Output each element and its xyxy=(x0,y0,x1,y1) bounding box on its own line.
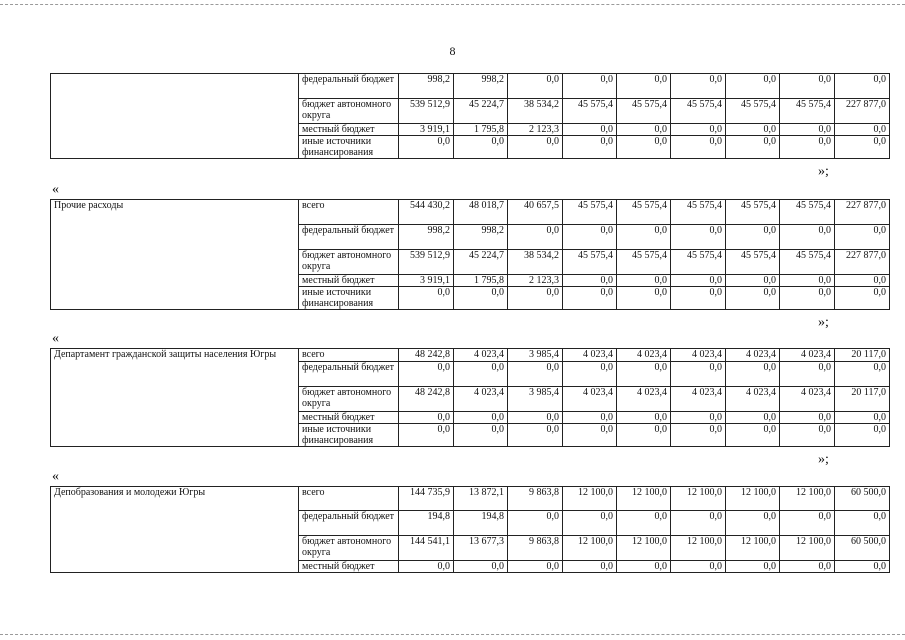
amount-cell: 0,0 xyxy=(508,511,563,536)
amount-cell: 12 100,0 xyxy=(780,487,835,511)
amount-cell: 2 123,3 xyxy=(508,124,563,136)
amount-cell: 1 795,8 xyxy=(454,124,508,136)
amount-cell: 0,0 xyxy=(399,287,454,310)
program-name: Департамент гражданской защиты населения Югры xyxy=(51,349,299,447)
amount-cell: 0,0 xyxy=(563,275,617,287)
amount-cell: 45 575,4 xyxy=(780,250,835,275)
amount-cell: 0,0 xyxy=(508,225,563,250)
amount-cell: 12 100,0 xyxy=(671,536,726,561)
amount-cell: 0,0 xyxy=(835,136,890,159)
amount-cell: 0,0 xyxy=(454,424,508,447)
closing-quote: »; xyxy=(818,452,829,467)
amount-cell: 0,0 xyxy=(508,561,563,573)
opening-quote: « xyxy=(52,469,59,484)
funding-source: иные источники финансирования xyxy=(299,136,399,159)
amount-cell: 12 100,0 xyxy=(617,536,671,561)
opening-quote: « xyxy=(52,182,59,197)
amount-cell: 539 512,9 xyxy=(399,250,454,275)
amount-cell: 0,0 xyxy=(780,511,835,536)
scan-bottom-edge xyxy=(0,634,905,635)
amount-cell: 227 877,0 xyxy=(835,200,890,225)
amount-cell: 20 117,0 xyxy=(835,387,890,412)
amount-cell: 0,0 xyxy=(835,511,890,536)
amount-cell: 2 123,3 xyxy=(508,275,563,287)
amount-cell: 544 430,2 xyxy=(399,200,454,225)
amount-cell: 0,0 xyxy=(780,424,835,447)
amount-cell: 0,0 xyxy=(617,412,671,424)
page-number: 8 xyxy=(449,44,456,58)
funding-source: иные источники финансирования xyxy=(299,287,399,310)
amount-cell: 0,0 xyxy=(617,424,671,447)
amount-cell: 0,0 xyxy=(508,287,563,310)
amount-cell: 0,0 xyxy=(563,74,617,99)
amount-cell: 0,0 xyxy=(726,362,780,387)
amount-cell: 0,0 xyxy=(726,424,780,447)
program-name: Прочие расходы xyxy=(51,200,299,310)
amount-cell: 48 018,7 xyxy=(454,200,508,225)
amount-cell: 0,0 xyxy=(835,287,890,310)
funding-source: федеральный бюджет xyxy=(299,362,399,387)
amount-cell: 0,0 xyxy=(508,424,563,447)
funding-source: бюджет автономного округа xyxy=(299,99,399,124)
amount-cell: 0,0 xyxy=(780,287,835,310)
amount-cell: 45 575,4 xyxy=(671,99,726,124)
amount-cell: 227 877,0 xyxy=(835,250,890,275)
amount-cell: 998,2 xyxy=(454,225,508,250)
amount-cell: 45 575,4 xyxy=(617,99,671,124)
funding-source: местный бюджет xyxy=(299,124,399,136)
amount-cell: 0,0 xyxy=(454,412,508,424)
table-row xyxy=(51,200,890,225)
amount-cell: 0,0 xyxy=(399,561,454,573)
amount-cell: 194,8 xyxy=(399,511,454,536)
amount-cell: 0,0 xyxy=(671,225,726,250)
amount-cell: 12 100,0 xyxy=(726,487,780,511)
amount-cell: 0,0 xyxy=(835,362,890,387)
amount-cell: 227 877,0 xyxy=(835,99,890,124)
amount-cell: 0,0 xyxy=(671,124,726,136)
amount-cell: 0,0 xyxy=(563,362,617,387)
amount-cell: 0,0 xyxy=(508,74,563,99)
program-name: Депобразования и молодежи Югры xyxy=(51,487,299,573)
amount-cell: 0,0 xyxy=(726,225,780,250)
amount-cell: 998,2 xyxy=(454,74,508,99)
amount-cell: 0,0 xyxy=(563,412,617,424)
amount-cell: 9 863,8 xyxy=(508,487,563,511)
amount-cell: 45 575,4 xyxy=(780,200,835,225)
amount-cell: 9 863,8 xyxy=(508,536,563,561)
amount-cell: 45 575,4 xyxy=(563,99,617,124)
amount-cell: 4 023,4 xyxy=(617,349,671,362)
amount-cell: 0,0 xyxy=(780,225,835,250)
amount-cell: 144 541,1 xyxy=(399,536,454,561)
amount-cell: 4 023,4 xyxy=(671,349,726,362)
amount-cell: 0,0 xyxy=(835,412,890,424)
amount-cell: 45 575,4 xyxy=(726,250,780,275)
amount-cell: 0,0 xyxy=(508,362,563,387)
amount-cell: 12 100,0 xyxy=(563,487,617,511)
amount-cell: 0,0 xyxy=(671,424,726,447)
amount-cell: 0,0 xyxy=(617,74,671,99)
funding-source: всего xyxy=(299,487,399,511)
amount-cell: 0,0 xyxy=(617,275,671,287)
amount-cell: 0,0 xyxy=(835,424,890,447)
amount-cell: 40 657,5 xyxy=(508,200,563,225)
amount-cell: 0,0 xyxy=(454,561,508,573)
budget-table xyxy=(50,348,890,447)
funding-source: всего xyxy=(299,349,399,362)
closing-quote: »; xyxy=(818,164,829,179)
amount-cell: 0,0 xyxy=(780,124,835,136)
amount-cell: 0,0 xyxy=(508,412,563,424)
amount-cell: 0,0 xyxy=(563,287,617,310)
amount-cell: 4 023,4 xyxy=(617,387,671,412)
amount-cell: 12 100,0 xyxy=(617,487,671,511)
amount-cell: 0,0 xyxy=(563,511,617,536)
amount-cell: 0,0 xyxy=(671,561,726,573)
amount-cell: 45 224,7 xyxy=(454,99,508,124)
amount-cell: 0,0 xyxy=(617,225,671,250)
amount-cell: 38 534,2 xyxy=(508,250,563,275)
amount-cell: 0,0 xyxy=(835,275,890,287)
amount-cell: 0,0 xyxy=(780,412,835,424)
amount-cell: 4 023,4 xyxy=(726,349,780,362)
amount-cell: 45 575,4 xyxy=(563,250,617,275)
amount-cell: 0,0 xyxy=(563,225,617,250)
amount-cell: 45 575,4 xyxy=(671,250,726,275)
amount-cell: 0,0 xyxy=(671,362,726,387)
amount-cell: 4 023,4 xyxy=(726,387,780,412)
amount-cell: 0,0 xyxy=(671,412,726,424)
amount-cell: 144 735,9 xyxy=(399,487,454,511)
amount-cell: 38 534,2 xyxy=(508,99,563,124)
amount-cell: 0,0 xyxy=(780,275,835,287)
amount-cell: 0,0 xyxy=(399,412,454,424)
amount-cell: 12 100,0 xyxy=(780,536,835,561)
amount-cell: 45 575,4 xyxy=(726,99,780,124)
amount-cell: 998,2 xyxy=(399,225,454,250)
amount-cell: 0,0 xyxy=(780,362,835,387)
amount-cell: 13 872,1 xyxy=(454,487,508,511)
budget-table xyxy=(50,199,890,310)
funding-source: местный бюджет xyxy=(299,561,399,573)
amount-cell: 45 575,4 xyxy=(563,200,617,225)
funding-source: иные источники финансирования xyxy=(299,424,399,447)
amount-cell: 12 100,0 xyxy=(671,487,726,511)
amount-cell: 45 575,4 xyxy=(726,200,780,225)
amount-cell: 0,0 xyxy=(726,287,780,310)
budget-table xyxy=(50,73,890,159)
amount-cell: 4 023,4 xyxy=(454,387,508,412)
amount-cell: 45 575,4 xyxy=(617,250,671,275)
amount-cell: 3 919,1 xyxy=(399,124,454,136)
amount-cell: 60 500,0 xyxy=(835,487,890,511)
funding-source: федеральный бюджет xyxy=(299,225,399,250)
amount-cell: 45 224,7 xyxy=(454,250,508,275)
amount-cell: 0,0 xyxy=(726,511,780,536)
funding-source: местный бюджет xyxy=(299,275,399,287)
amount-cell: 45 575,4 xyxy=(617,200,671,225)
amount-cell: 0,0 xyxy=(780,74,835,99)
amount-cell: 0,0 xyxy=(454,362,508,387)
table-row xyxy=(51,74,890,99)
program-name xyxy=(51,74,299,159)
amount-cell: 0,0 xyxy=(617,136,671,159)
amount-cell: 0,0 xyxy=(780,561,835,573)
amount-cell: 0,0 xyxy=(508,136,563,159)
amount-cell: 3 985,4 xyxy=(508,349,563,362)
funding-source: федеральный бюджет xyxy=(299,74,399,99)
amount-cell: 0,0 xyxy=(563,124,617,136)
amount-cell: 998,2 xyxy=(399,74,454,99)
amount-cell: 12 100,0 xyxy=(726,536,780,561)
amount-cell: 0,0 xyxy=(399,362,454,387)
amount-cell: 1 795,8 xyxy=(454,275,508,287)
funding-source: бюджет автономного округа xyxy=(299,387,399,412)
closing-quote: »; xyxy=(818,315,829,330)
amount-cell: 0,0 xyxy=(399,424,454,447)
amount-cell: 0,0 xyxy=(671,511,726,536)
amount-cell: 0,0 xyxy=(617,362,671,387)
amount-cell: 45 575,4 xyxy=(780,99,835,124)
amount-cell: 0,0 xyxy=(835,225,890,250)
budget-table xyxy=(50,486,890,573)
amount-cell: 0,0 xyxy=(835,124,890,136)
amount-cell: 3 919,1 xyxy=(399,275,454,287)
amount-cell: 539 512,9 xyxy=(399,99,454,124)
amount-cell: 0,0 xyxy=(617,511,671,536)
amount-cell: 13 677,3 xyxy=(454,536,508,561)
amount-cell: 45 575,4 xyxy=(671,200,726,225)
amount-cell: 0,0 xyxy=(671,136,726,159)
amount-cell: 4 023,4 xyxy=(563,387,617,412)
funding-source: бюджет автономного округа xyxy=(299,250,399,275)
amount-cell: 0,0 xyxy=(563,561,617,573)
amount-cell: 4 023,4 xyxy=(671,387,726,412)
amount-cell: 48 242,8 xyxy=(399,349,454,362)
amount-cell: 0,0 xyxy=(671,74,726,99)
amount-cell: 0,0 xyxy=(726,124,780,136)
scan-top-edge xyxy=(0,4,905,5)
amount-cell: 12 100,0 xyxy=(563,536,617,561)
funding-source: местный бюджет xyxy=(299,412,399,424)
amount-cell: 0,0 xyxy=(617,561,671,573)
amount-cell: 0,0 xyxy=(726,74,780,99)
amount-cell: 0,0 xyxy=(454,287,508,310)
amount-cell: 0,0 xyxy=(726,412,780,424)
amount-cell: 0,0 xyxy=(726,136,780,159)
amount-cell: 4 023,4 xyxy=(563,349,617,362)
table-row xyxy=(51,349,890,362)
amount-cell: 0,0 xyxy=(726,275,780,287)
amount-cell: 0,0 xyxy=(671,287,726,310)
amount-cell: 3 985,4 xyxy=(508,387,563,412)
amount-cell: 0,0 xyxy=(563,136,617,159)
opening-quote: « xyxy=(52,331,59,346)
funding-source: бюджет автономного округа xyxy=(299,536,399,561)
amount-cell: 0,0 xyxy=(617,124,671,136)
amount-cell: 60 500,0 xyxy=(835,536,890,561)
amount-cell: 4 023,4 xyxy=(780,349,835,362)
amount-cell: 0,0 xyxy=(399,136,454,159)
amount-cell: 48 242,8 xyxy=(399,387,454,412)
funding-source: федеральный бюджет xyxy=(299,511,399,536)
amount-cell: 0,0 xyxy=(780,136,835,159)
amount-cell: 0,0 xyxy=(726,561,780,573)
amount-cell: 0,0 xyxy=(835,561,890,573)
amount-cell: 4 023,4 xyxy=(780,387,835,412)
amount-cell: 0,0 xyxy=(671,275,726,287)
amount-cell: 0,0 xyxy=(617,287,671,310)
amount-cell: 4 023,4 xyxy=(454,349,508,362)
table-row xyxy=(51,487,890,511)
amount-cell: 20 117,0 xyxy=(835,349,890,362)
amount-cell: 0,0 xyxy=(835,74,890,99)
amount-cell: 0,0 xyxy=(454,136,508,159)
amount-cell: 194,8 xyxy=(454,511,508,536)
amount-cell: 0,0 xyxy=(563,424,617,447)
funding-source: всего xyxy=(299,200,399,225)
